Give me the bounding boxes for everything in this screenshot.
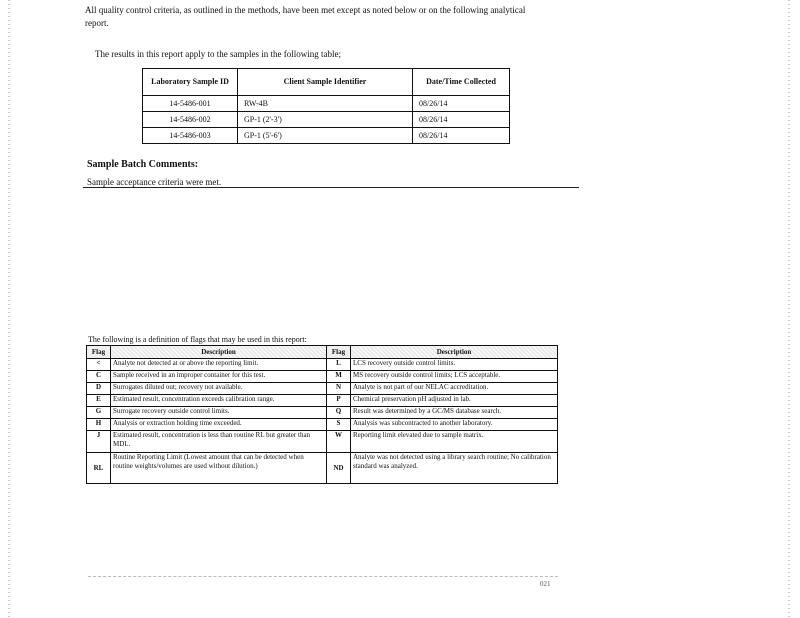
flag-code: RL [87,453,111,484]
table-row [87,431,558,453]
samples-table [142,68,510,144]
flag-code: H [87,419,111,431]
table-row [143,112,510,128]
lab-sample-id: 14-5486-003 [143,128,238,144]
table-row [87,395,558,407]
lab-sample-id: 14-5486-001 [143,96,238,112]
table-row [87,407,558,419]
header-flag: Flag [327,346,351,359]
lab-sample-id: 14-5486-002 [143,112,238,128]
samples-header-row [143,69,510,96]
flag-description: Estimated result, concentration is less than routine RL but greater than MDL. [111,431,327,453]
flags-header-row [87,346,558,359]
header-description: Description [351,346,558,359]
table-row [87,371,558,383]
footer-divider [88,576,558,577]
samples-intro: The results in this report apply to the samples in the following table; [95,49,341,59]
header-client-sample-identifier: Client Sample Identifier [238,69,413,96]
flag-description: LCS recovery outside control limits. [351,359,558,371]
flag-code: P [327,395,351,407]
client-sample-id: RW-4B [238,96,413,112]
header-date-time-collected: Date/Time Collected [413,69,510,96]
flag-description: Routine Reporting Limit (Lowest amount that can be detected when routine weights/volumes are used without dilution.) [111,453,327,484]
table-row [87,359,558,371]
flag-code: L [327,359,351,371]
flag-description: Analyte is not part of our NELAC accreditation. [351,383,558,395]
page-number: 021 [540,580,551,588]
flags-table [86,345,558,484]
table-row [87,419,558,431]
right-scan-margin [788,0,790,618]
flag-description: Estimated result, concentration exceeds calibration range. [111,395,327,407]
date-collected: 08/26/14 [413,112,510,128]
intro-paragraph: All quality control criteria, as outlined in the methods, have been met except as noted below or on the following analytical report. [85,5,526,28]
header-description: Description [111,346,327,359]
flag-code: Q [327,407,351,419]
left-scan-margin [8,0,10,618]
flag-code: W [327,431,351,453]
flag-code: D [87,383,111,395]
flag-description: Surrogate recovery outside control limits. [111,407,327,419]
client-sample-id: GP-1 (2'-3') [238,112,413,128]
flag-code: N [327,383,351,395]
divider [83,187,579,188]
flag-code: ND [327,453,351,484]
flag-description: Sample received in an improper container for this test. [111,371,327,383]
flag-code: S [327,419,351,431]
flag-description: Analyte was not detected using a library search routine; No calibration standard was analyzed. [351,453,558,484]
flag-code: G [87,407,111,419]
flag-description: Chemical preservation pH adjusted in lab. [351,395,558,407]
flag-description: MS recovery outside control limits; LCS acceptable. [351,371,558,383]
date-collected: 08/26/14 [413,96,510,112]
table-row [87,453,558,484]
flag-code: M [327,371,351,383]
flags-intro: The following is a definition of flags that may be used in this report: [88,335,307,344]
flag-code: E [87,395,111,407]
flag-description: Analyte not detected at or above the reporting limit. [111,359,327,371]
flag-description: Surrogates diluted out; recovery not available. [111,383,327,395]
flag-code: C [87,371,111,383]
flag-description: Result was determined by a GC/MS database search. [351,407,558,419]
flag-description: Analysis or extraction holding time exceeded. [111,419,327,431]
flag-code: J [87,431,111,453]
header-flag: Flag [87,346,111,359]
table-row [143,96,510,112]
flag-code: < [87,359,111,371]
batch-comments-title: Sample Batch Comments: [87,159,199,170]
batch-comments-text: Sample acceptance criteria were met. [87,177,222,187]
client-sample-id: GP-1 (5'-6') [238,128,413,144]
table-row [87,383,558,395]
flag-description: Reporting limit elevated due to sample matrix. [351,431,558,453]
header-lab-sample-id: Laboratory Sample ID [143,69,238,96]
date-collected: 08/26/14 [413,128,510,144]
flag-description: Analysis was subcontracted to another laboratory. [351,419,558,431]
table-row [143,128,510,144]
